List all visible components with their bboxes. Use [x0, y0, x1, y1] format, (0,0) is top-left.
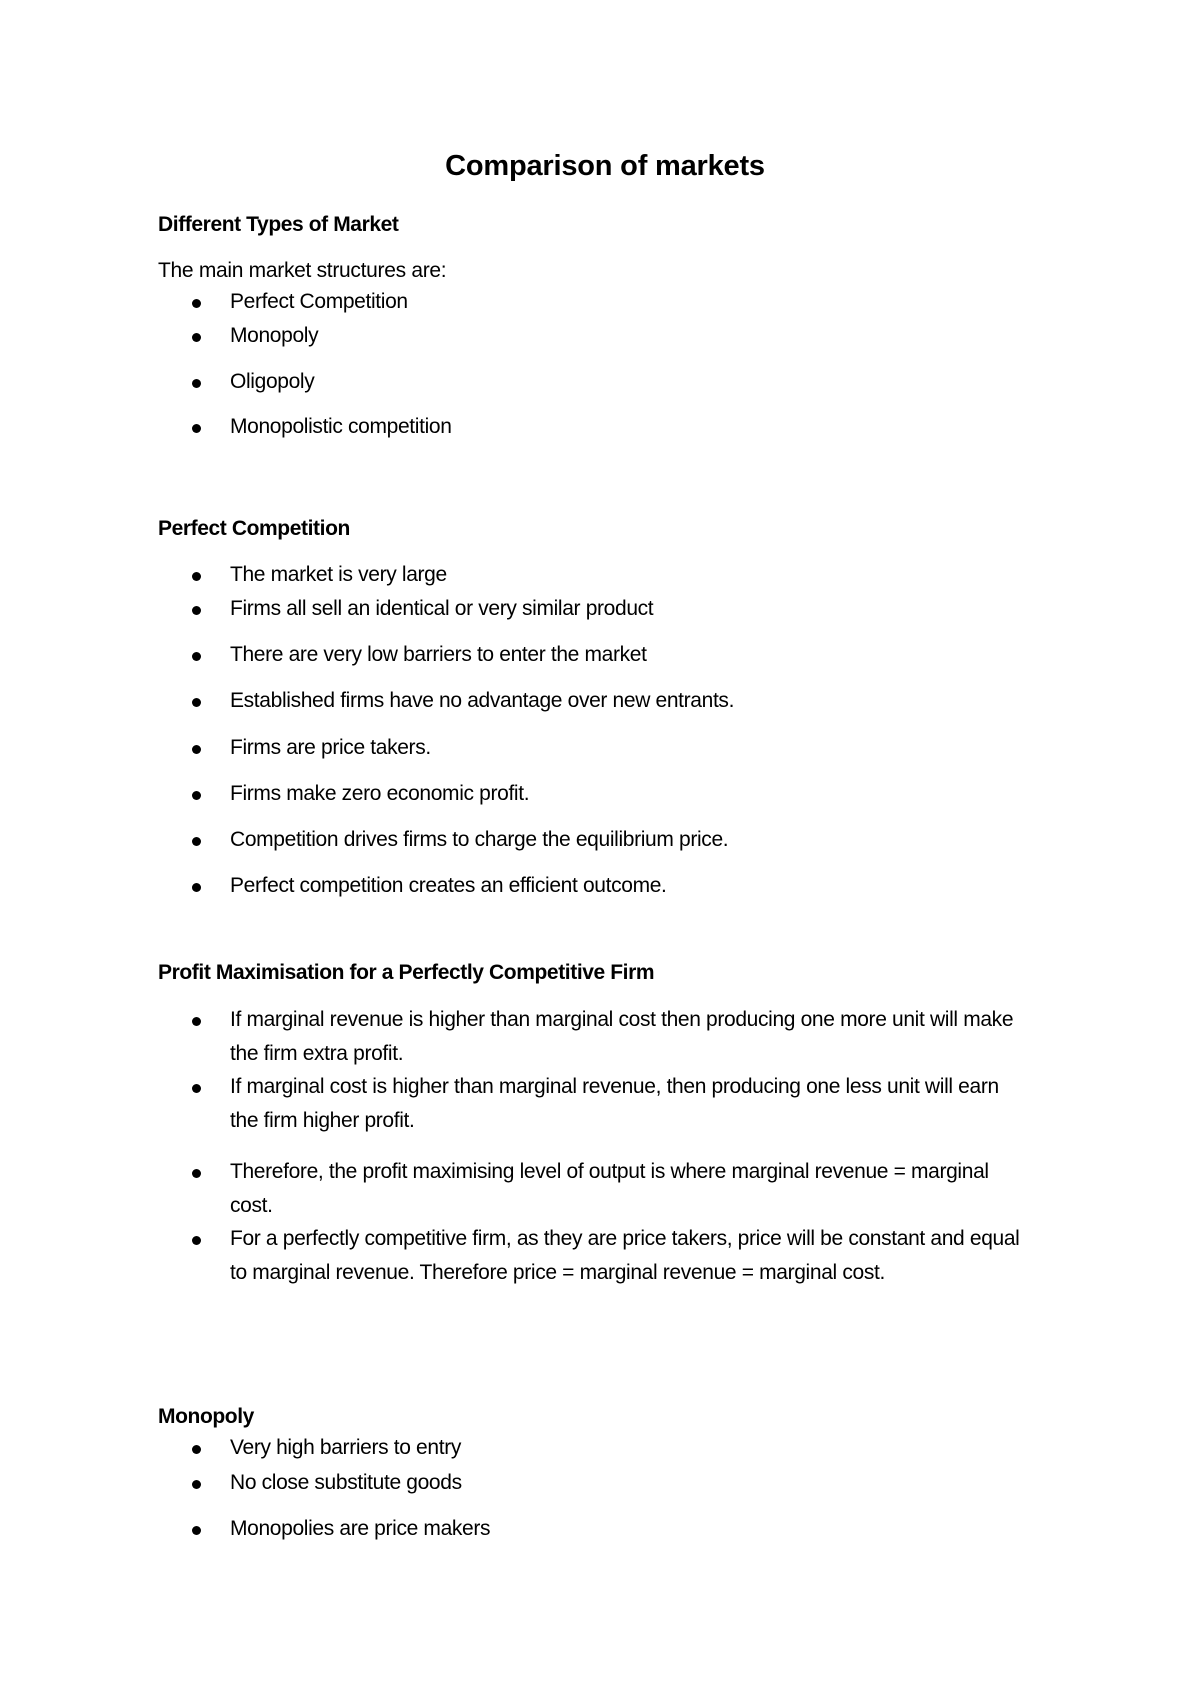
list-item: Established firms have no advantage over new entrants. [192, 684, 1022, 718]
list-item: For a perfectly competitive firm, as they are price takers, price will be constant and equal to marginal revenue. Therefore price = marginal revenue = marginal cost. [192, 1222, 1022, 1290]
bullet-icon [192, 1169, 201, 1178]
bullet-icon [192, 883, 201, 892]
list-item: Therefore, the profit maximising level of output is where marginal revenue = marginal cost. [192, 1155, 1022, 1223]
bullet-icon [192, 1017, 201, 1026]
bullet-icon [192, 791, 201, 800]
types-intro: The main market structures are: [158, 259, 447, 282]
bullet-icon [192, 1236, 201, 1245]
list-item: Perfect competition creates an efficient outcome. [192, 869, 1022, 903]
bullet-icon [192, 652, 201, 661]
list-item: Firms make zero economic profit. [192, 777, 1022, 811]
list-item: Monopolistic competition [192, 410, 1022, 444]
section-heading-types: Different Types of Market [158, 213, 399, 236]
list-item: Firms all sell an identical or very similar product [192, 592, 1022, 626]
bullet-icon [192, 1480, 201, 1489]
bullet-icon [192, 1526, 201, 1535]
bullet-icon [192, 745, 201, 754]
list-item: If marginal revenue is higher than marginal cost then producing one more unit will make the firm extra profit. [192, 1003, 1022, 1071]
bullet-icon [192, 333, 201, 342]
list-item: There are very low barriers to enter the market [192, 638, 1022, 672]
bullet-icon [192, 299, 201, 308]
list-item: Very high barriers to entry [192, 1431, 1022, 1465]
list-item: The market is very large [192, 558, 1022, 592]
list-item: No close substitute goods [192, 1466, 1022, 1500]
list-item: Firms are price takers. [192, 731, 1022, 765]
section-heading-perfect-competition: Perfect Competition [158, 517, 350, 540]
list-item: Monopolies are price makers [192, 1512, 1022, 1546]
section-heading-profit-maximisation: Profit Maximisation for a Perfectly Competitive Firm [158, 961, 655, 984]
bullet-icon [192, 572, 201, 581]
bullet-icon [192, 1084, 201, 1093]
bullet-icon [192, 606, 201, 615]
bullet-icon [192, 424, 201, 433]
bullet-icon [192, 698, 201, 707]
list-item: Monopoly [192, 319, 1022, 353]
document-title: Comparison of markets [445, 150, 765, 182]
bullet-icon [192, 379, 201, 388]
bullet-icon [192, 1445, 201, 1454]
list-item: If marginal cost is higher than marginal revenue, then producing one less unit will earn the firm higher profit. [192, 1070, 1022, 1138]
section-heading-monopoly: Monopoly [158, 1405, 254, 1428]
bullet-icon [192, 837, 201, 846]
list-item: Competition drives firms to charge the equilibrium price. [192, 823, 1022, 857]
list-item: Oligopoly [192, 365, 1022, 399]
list-item: Perfect Competition [192, 285, 1022, 319]
